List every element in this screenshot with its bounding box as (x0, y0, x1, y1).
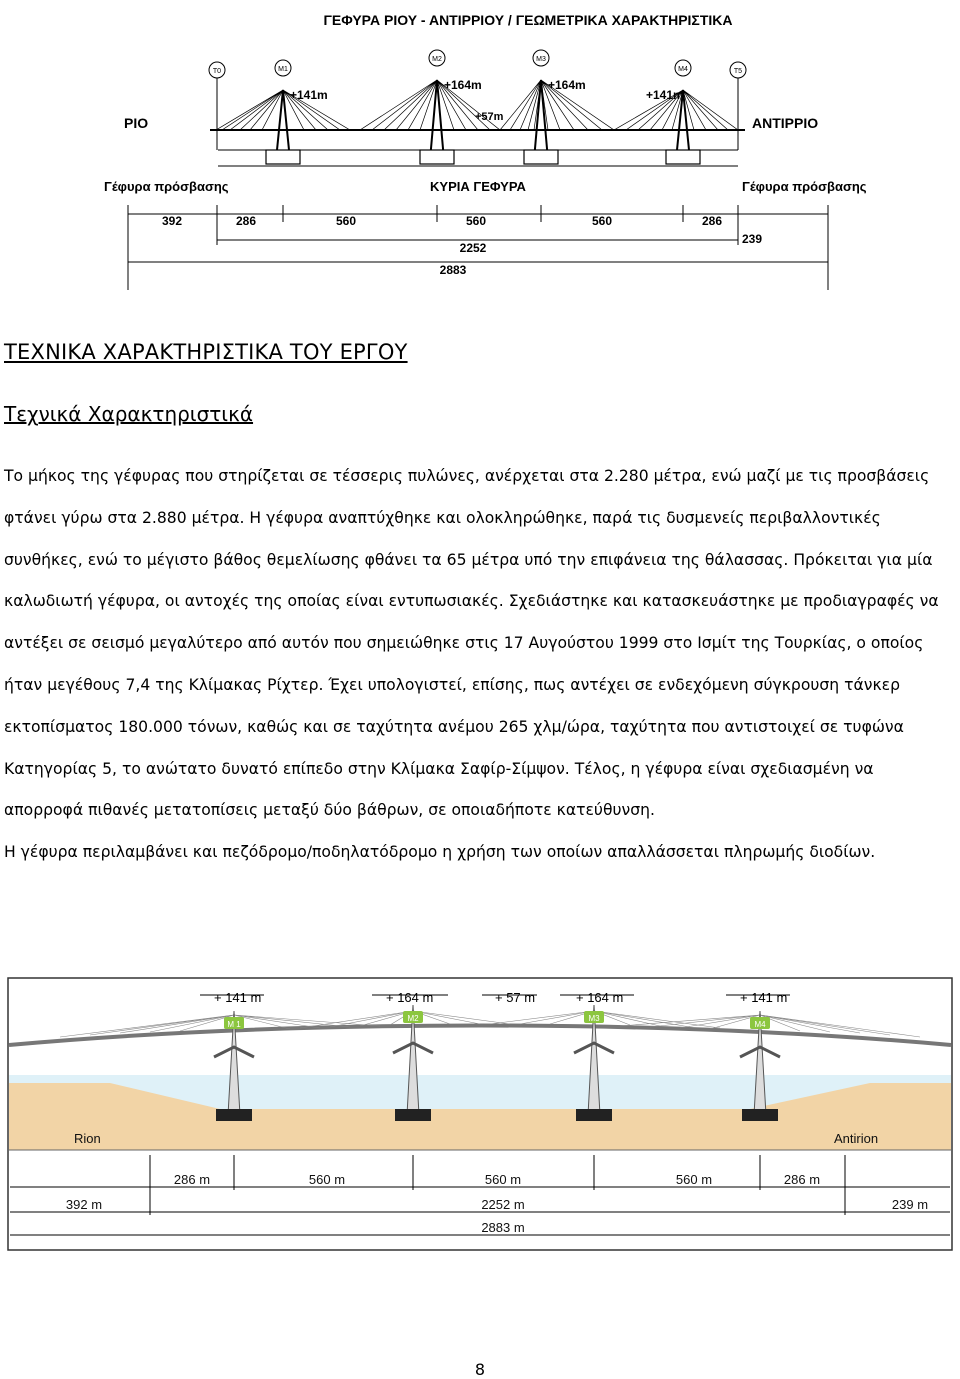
total-main-label: 2252 m (481, 1197, 525, 1212)
height-label-m2: +164m (444, 78, 482, 92)
paragraph-2: Η γέφυρα περιλαμβάνει και πεζόδρομο/ποδηλατόδρομο η χρήση των οποίων απαλλάσσεται πληρωμής διοδίων. (4, 843, 876, 862)
section-heading: ΤΕΧΝΙΚΑ ΧΑΡΑΚΤΗΡΙΣΤΙΚΑ ΤΟΥ ΕΡΓΟΥ (4, 340, 408, 364)
top-bridge-diagram (0, 0, 960, 300)
pier-label-m1: M 1 (227, 1020, 241, 1029)
abutment-marker-t5 (730, 62, 746, 150)
span-label-392: 392 (161, 214, 183, 228)
deck-height-label: +57m (475, 111, 504, 123)
pylon-m3 (500, 80, 614, 164)
span-label-286-left: 286 (235, 214, 257, 228)
span-label-560-1: 560 (335, 214, 357, 228)
approach-bridge-left-label: Γέφυρα πρόσβασης (104, 179, 229, 194)
svg-text:Μ2: Μ2 (432, 56, 442, 63)
height-label-m4: + 141 m (740, 990, 788, 1005)
height-label-m3: +164m (548, 78, 586, 92)
height-label-m3: + 164 m (576, 990, 624, 1005)
approach-bridge-right-label: Γέφυρα πρόσβασης (742, 179, 867, 194)
pier-marker-m2 (429, 50, 445, 66)
span-label-560-2: 560 (465, 214, 487, 228)
right-town-label: ΑΝΤΙΡΡΙΟ (752, 115, 819, 131)
svg-text:Μ4: Μ4 (678, 66, 688, 73)
pier-label-m3: M3 (588, 1014, 600, 1023)
span-label-392: 392 m (65, 1197, 103, 1212)
span-label-286-right: 286 m (783, 1172, 821, 1187)
pylon-m1 (216, 90, 350, 164)
span-label-286-right: 286 (701, 214, 723, 228)
span-label-239: 239 m (891, 1197, 929, 1212)
height-label-m2: + 164 m (386, 990, 434, 1005)
span-label-560-1: 560 m (308, 1172, 346, 1187)
right-town-label: Antirion (834, 1131, 879, 1146)
page-number: 8 (474, 1360, 486, 1379)
svg-text:Τ5: Τ5 (733, 68, 743, 75)
height-label-m1: +141m (290, 88, 328, 102)
pier-marker-m3 (533, 50, 549, 66)
span-label-286-left: 286 m (173, 1172, 211, 1187)
main-bridge-label: ΚΥΡΙΑ ΓΕΦΥΡΑ (430, 179, 526, 194)
body-text (4, 456, 950, 874)
pier-marker-m1 (275, 60, 291, 76)
left-town-label: ΡΙΟ (124, 115, 149, 131)
span-label-560-3: 560 (591, 214, 613, 228)
paragraph-1: Το μήκος της γέφυρας που στηρίζεται σε τέσσερις πυλώνες, ανέρχεται στα 2.280 μέτρα, ενώ μαζί με τις προσβάσεις φτάνει γύρω στα 2.880 μέτρα. Η γέφυρα αναπτύχθηκε και ολοκληρώθηκε, παρά τις δυσμενείς περιβαλλοντικές συνθήκες, ενώ το μέγιστο βάθος θεμελίωσης φθάνει τα 65 μέτρα υπό την επιφάνεια της θάλασσας. Πρόκειται για μία καλωδιωτή γέφυρα, οι αντοχές της οποίας είναι εντυπωσιακές. Σχεδιάστηκε και κατασκευάστηκε με προδιαγραφές να αντέξει σε σεισμό μεγαλύτερο από αυτόν που σημειώθηκε στις 17 Αυγούστου 1999 στο Ισμίτ της Τουρκίας, ο οποίος ήταν μεγέθους 7,4 της Κλίμακας Ρίχτερ. Έχει υπολογιστεί, επίσης, πως αντέχει σε ενδεχόμενη σύγκρουση τάνκερ εκτοπίσματος 180.000 τόνων, καθώς και σε ταχύτητα ανέμου 265 χλμ/ώρα, ταχύτητα που αντιστοιχεί σε τυφώνα Κατηγορίας 5, το ανώτατο δυνατό επίπεδο στην Κλίμακα Σαφίρ-Σίμψον. Τέλος, η γέφυρα είναι σχεδιασμένη να απορροφά πιθανές μετατοπίσεις μεταξύ δύο βάθρων, σε οποιαδήποτε κατεύθυνση. (4, 467, 939, 820)
svg-text:Τ0: Τ0 (212, 68, 222, 75)
abutment-marker-t0 (209, 62, 225, 150)
total-all-label: 2883 (439, 263, 467, 277)
svg-text:Μ1: Μ1 (278, 66, 288, 73)
pier-label-m4: M4 (754, 1020, 766, 1029)
pier-marker-m4 (675, 60, 691, 76)
svg-text:Μ3: Μ3 (536, 56, 546, 63)
total-all-label: 2883 m (481, 1220, 525, 1235)
span-label-560-3: 560 m (675, 1172, 713, 1187)
pier-label-m2: M2 (407, 1014, 419, 1023)
total-main-label: 2252 (459, 241, 487, 255)
bottom-bridge-diagram (0, 975, 960, 1260)
left-town-label: Rion (74, 1131, 101, 1146)
height-label-m4: +141m (646, 88, 684, 102)
top-diagram-title: ΓΕΦΥΡΑ ΡΙΟΥ - ΑΝΤΙΡΡΙΟΥ / ΓΕΩΜΕΤΡΙΚΑ ΧΑΡΑΚΤΗΡΙΣΤΙΚΑ (323, 12, 733, 28)
span-label-239: 239 (741, 232, 763, 246)
section-subheading: Τεχνικά Χαρακτηριστικά (4, 402, 254, 426)
deck-height-label: + 57 m (495, 990, 536, 1005)
span-label-560-2: 560 m (484, 1172, 522, 1187)
height-label-m1: + 141 m (214, 990, 262, 1005)
